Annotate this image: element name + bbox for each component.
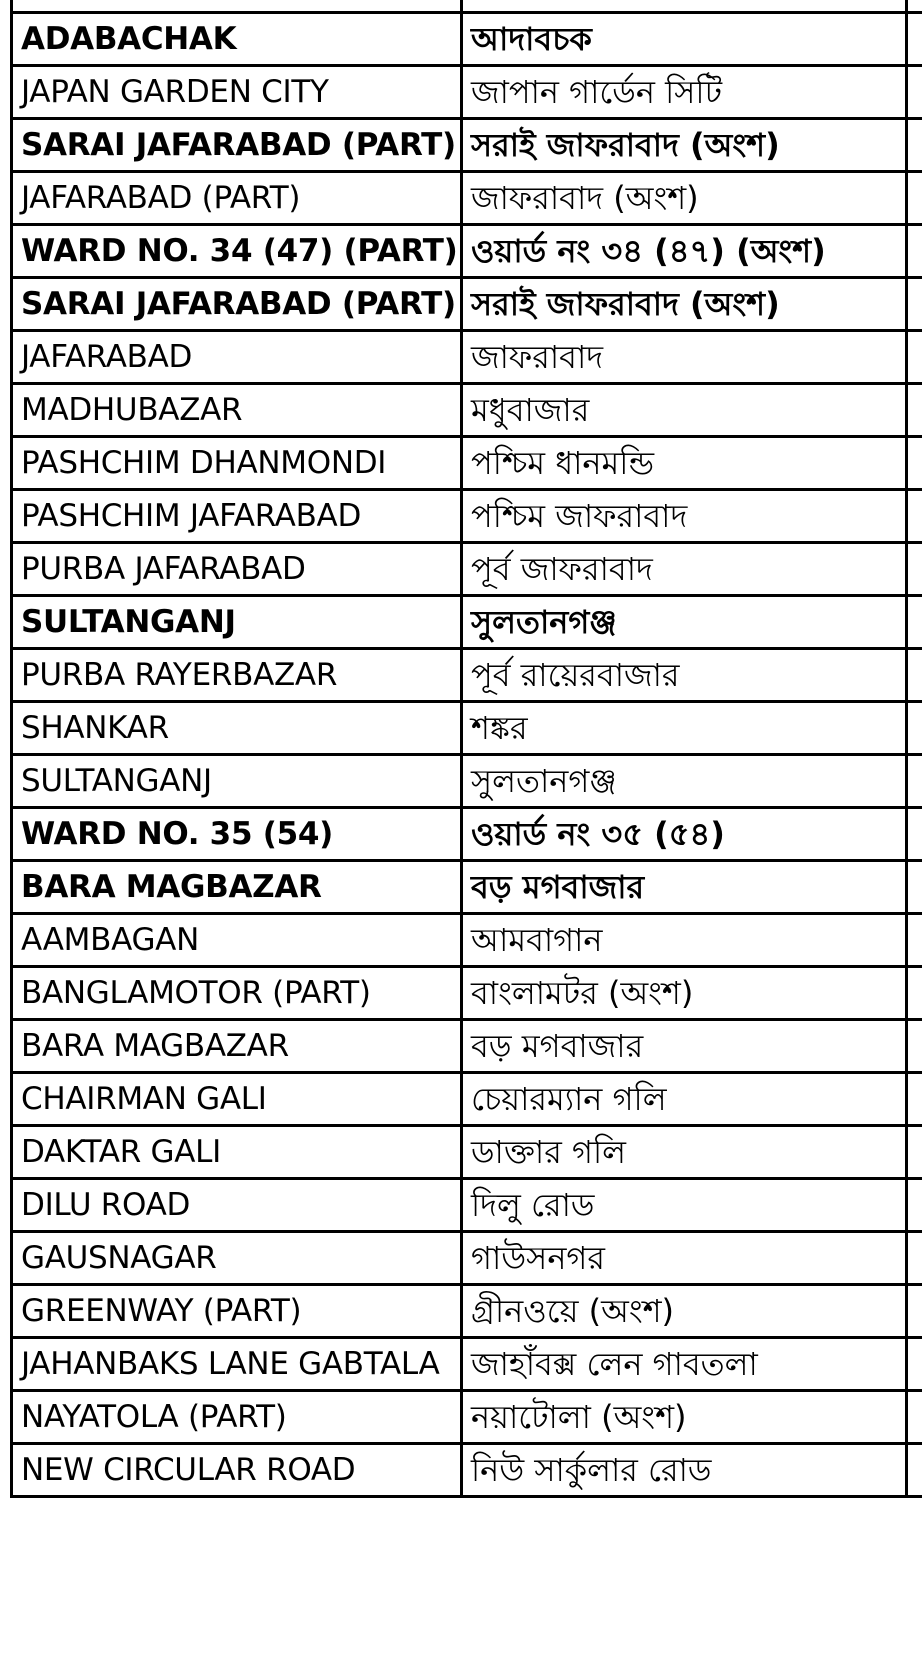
bengali-name-cell: পূর্ব জাফরাবাদ: [462, 543, 907, 596]
bengali-name-cell: আমবাগান: [462, 914, 907, 967]
extra-column-cell: [907, 1338, 922, 1391]
bengali-name-cell: পূর্ব রায়েরবাজার: [462, 649, 907, 702]
extra-column-cell: [907, 278, 922, 331]
extra-column-cell: [907, 1020, 922, 1073]
table-row: [12, 1179, 922, 1232]
extra-column-cell: [907, 649, 922, 702]
bengali-name-cell: গ্রীনওয়ে (অংশ): [462, 1285, 907, 1338]
table-row: [12, 66, 922, 119]
bengali-name-cell: ওয়ার্ড নং ৩৪ (৪৭) (অংশ): [462, 225, 907, 278]
bengali-name-cell: জাফরাবাদ (অংশ): [462, 172, 907, 225]
english-name-cell: DILU ROAD: [12, 1179, 462, 1232]
english-name-cell: BARA MAGBAZAR: [12, 861, 462, 914]
table-row: [12, 1232, 922, 1285]
english-name-cell: WARD NO. 35 (54): [12, 808, 462, 861]
bengali-name-cell: চেয়ারম্যান গলি: [462, 1073, 907, 1126]
english-name-cell: SULTANGANJ: [12, 596, 462, 649]
bengali-name-cell: গাউসনগর: [462, 1232, 907, 1285]
place-name-table: [10, 0, 922, 1498]
english-name-cell: CHAIRMAN GALI: [12, 1073, 462, 1126]
bengali-name-cell: শঙ্কর: [462, 702, 907, 755]
english-name-cell: SULTANGANJ: [12, 755, 462, 808]
english-name-cell: NEW CIRCULAR ROAD: [12, 1444, 462, 1497]
place-name-table-container: [10, 0, 922, 1498]
table-row: [12, 1285, 922, 1338]
table-row: [12, 702, 922, 755]
table-row: [12, 13, 922, 66]
extra-column-cell: [907, 1391, 922, 1444]
english-name-cell: GREENWAY (PART): [12, 1285, 462, 1338]
table-row: [12, 914, 922, 967]
table-row: [12, 861, 922, 914]
table-row: [12, 1126, 922, 1179]
extra-column-cell: [907, 755, 922, 808]
extra-column-cell: [907, 596, 922, 649]
extra-column-cell: [907, 225, 922, 278]
bengali-name-cell: জাহাঁবক্স লেন গাবতলা: [462, 1338, 907, 1391]
table-row: [12, 437, 922, 490]
extra-column-cell: [907, 914, 922, 967]
english-name-cell: JAPAN GARDEN CITY: [12, 66, 462, 119]
english-name-cell: GAUSNAGAR: [12, 1232, 462, 1285]
bengali-name-cell: সরাই জাফরাবাদ (অংশ): [462, 278, 907, 331]
english-name-cell: SARAI JAFARABAD (PART): [12, 119, 462, 172]
bengali-name-cell: ওয়ার্ড নং ৩৫ (৫৪): [462, 808, 907, 861]
extra-column-cell: [907, 384, 922, 437]
table-row: [12, 0, 922, 13]
bengali-name-cell: সুলতানগঞ্জ: [462, 596, 907, 649]
extra-column-cell: [907, 331, 922, 384]
extra-column-cell: [907, 0, 922, 13]
english-name-cell: JAFARABAD: [12, 331, 462, 384]
table-row: [12, 278, 922, 331]
table-row: [12, 808, 922, 861]
bengali-name-cell: বাংলামটর (অংশ): [462, 967, 907, 1020]
extra-column-cell: [907, 702, 922, 755]
extra-column-cell: [907, 1232, 922, 1285]
english-name-cell: PURBA RAYERBAZAR: [12, 649, 462, 702]
extra-column-cell: [907, 490, 922, 543]
bengali-name-cell: পশ্চিম জাফরাবাদ: [462, 490, 907, 543]
table-row: [12, 649, 922, 702]
english-name-cell: PASHCHIM JAFARABAD: [12, 490, 462, 543]
extra-column-cell: [907, 66, 922, 119]
table-row: [12, 596, 922, 649]
extra-column-cell: [907, 543, 922, 596]
bengali-name-cell: নয়াটোলা (অংশ): [462, 1391, 907, 1444]
bengali-name-cell: নিউ সার্কুলার রোড: [462, 1444, 907, 1497]
table-row: [12, 755, 922, 808]
table-row: [12, 1338, 922, 1391]
extra-column-cell: [907, 1444, 922, 1497]
english-name-cell: JAFARABAD (PART): [12, 172, 462, 225]
english-name-cell: BANGLAMOTOR (PART): [12, 967, 462, 1020]
english-name-cell: SARAI JAFARABAD (PART): [12, 278, 462, 331]
english-name-cell: AAMBAGAN: [12, 914, 462, 967]
table-row: [12, 1444, 922, 1497]
table-row: [12, 172, 922, 225]
table-row: [12, 490, 922, 543]
english-name-cell: BARA MAGBAZAR: [12, 1020, 462, 1073]
bengali-name-cell: বড় মগবাজার: [462, 861, 907, 914]
english-name-cell: MADHUBAZAR: [12, 384, 462, 437]
extra-column-cell: [907, 172, 922, 225]
bengali-name-cell: আদাবচক: [462, 13, 907, 66]
bengali-name-cell: বড় মগবাজার: [462, 1020, 907, 1073]
bengali-name-cell: জাফরাবাদ: [462, 331, 907, 384]
extra-column-cell: [907, 1073, 922, 1126]
extra-column-cell: [907, 119, 922, 172]
table-row: [12, 331, 922, 384]
table-row: [12, 1073, 922, 1126]
bengali-name-cell: দিলু রোড: [462, 1179, 907, 1232]
extra-column-cell: [907, 808, 922, 861]
english-name-cell: NAYATOLA (PART): [12, 1391, 462, 1444]
extra-column-cell: [907, 861, 922, 914]
english-name-cell: [12, 0, 462, 13]
bengali-name-cell: পশ্চিম ধানমন্ডি: [462, 437, 907, 490]
bengali-name-cell: সরাই জাফরাবাদ (অংশ): [462, 119, 907, 172]
bengali-name-cell: জাপান গার্ডেন সিটি: [462, 66, 907, 119]
english-name-cell: WARD NO. 34 (47) (PART): [12, 225, 462, 278]
table-row: [12, 543, 922, 596]
table-row: [12, 1020, 922, 1073]
table-row: [12, 119, 922, 172]
extra-column-cell: [907, 1179, 922, 1232]
extra-column-cell: [907, 967, 922, 1020]
extra-column-cell: [907, 1126, 922, 1179]
extra-column-cell: [907, 1285, 922, 1338]
bengali-name-cell: মধুবাজার: [462, 384, 907, 437]
table-row: [12, 384, 922, 437]
extra-column-cell: [907, 437, 922, 490]
english-name-cell: SHANKAR: [12, 702, 462, 755]
english-name-cell: ADABACHAK: [12, 13, 462, 66]
table-row: [12, 1391, 922, 1444]
english-name-cell: JAHANBAKS LANE GABTALA: [12, 1338, 462, 1391]
english-name-cell: PURBA JAFARABAD: [12, 543, 462, 596]
english-name-cell: PASHCHIM DHANMONDI: [12, 437, 462, 490]
english-name-cell: DAKTAR GALI: [12, 1126, 462, 1179]
place-name-table-body: [12, 0, 922, 1497]
bengali-name-cell: সুলতানগঞ্জ: [462, 755, 907, 808]
table-row: [12, 225, 922, 278]
table-row: [12, 967, 922, 1020]
extra-column-cell: [907, 13, 922, 66]
bengali-name-cell: [462, 0, 907, 13]
bengali-name-cell: ডাক্তার গলি: [462, 1126, 907, 1179]
